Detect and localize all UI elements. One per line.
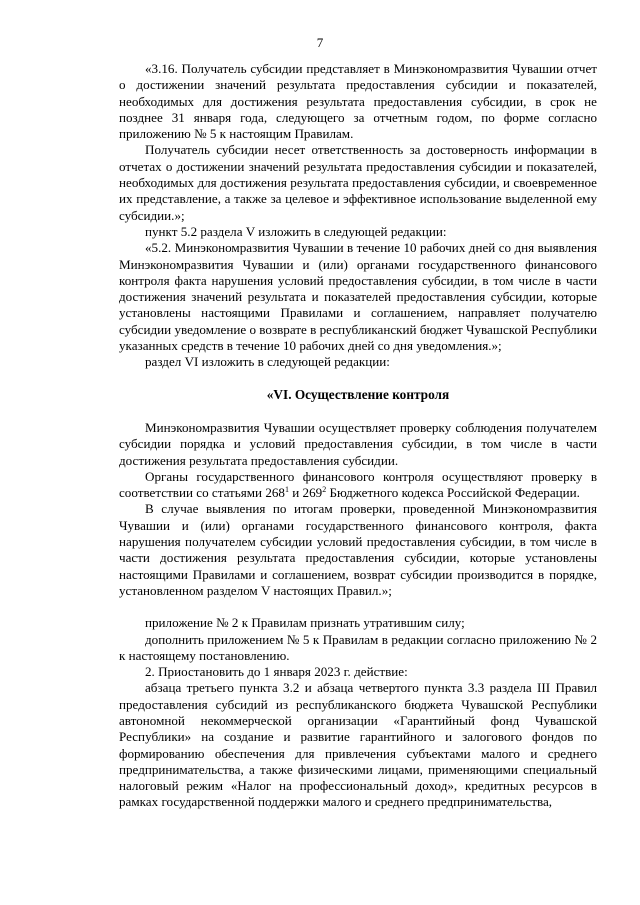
paragraph-violation-return: В случае выявления по итогам проверки, проведенной Минэкономразвития Чувашии и (или) органами государственного финансового контроля, факта нарушения получателем субсидии условий предоставления субсидии, в том числе в части достижения результата предоставления субсидии, которые установлены настоящими Правилами и соглашением, возврат субсидии производится в порядке, установленном разделом V настоящих Правил.»; <box>119 501 597 598</box>
paragraph-3-16: «3.16. Получатель субсидии представляет в Минэкономразвития Чувашии отчет о достижении значений результата предоставления субсидии и показателей, необходимых для достижения результата предоставления субсидии, в срок не позднее 31 января года, следующего за отчетным годом, по форме согласно приложению № 5 к настоящим Правилам. <box>119 61 597 142</box>
paragraph-amend-section-6: раздел VI изложить в следующей редакции: <box>145 354 390 370</box>
paragraph-financial-control-part-a: Органы государственного финансового контроля осуществляют проверку в соответствии со статьями 268 <box>119 468 597 501</box>
document-body <box>119 61 597 811</box>
paragraph-appendix-5-add: дополнить приложением № 5 к Правилам в редакции согласно приложению № 2 к настоящему постановлению. <box>119 631 597 663</box>
paragraph-suspend-details: абзаца третьего пункта 3.2 и абзаца четвертого пункта 3.3 раздела III Правил предоставления субсидий из республиканского бюджета Чувашской Республики автономной некоммерческой организации «Гарантийный фонд Чувашской Республики» на создание и развитие гарантийного и залогового фондов по формированию обеспечения для привлечения субъектами малого и среднего предпринимательства, а также физическими лицами, применяющими специальный налоговый режим «Налог на профессиональный доход», кредитных ресурсов в рамках государственной поддержки малого и среднего предпринимательства, <box>119 680 597 810</box>
page-number: 7 <box>316 35 324 50</box>
paragraph-amend-5-2: пункт 5.2 раздела V изложить в следующей редакции: <box>145 223 447 239</box>
paragraph-appendix-2-void: приложение № 2 к Правилам признать утратившим силу; <box>145 615 465 631</box>
paragraph-financial-control-part-b: и 269 <box>288 485 323 501</box>
paragraph-financial-control <box>119 469 597 502</box>
paragraph-suspend: 2. Приостановить до 1 января 2023 г. действие: <box>145 664 408 680</box>
paragraph-5-2: «5.2. Минэкономразвития Чувашии в течение 10 рабочих дней со дня выявления Минэкономразвития Чувашии и (или) органами государственного финансового контроля факта нарушения условий предоставления субсидии, в том числе в части достижения значений результата и показателей предоставления субсидии, которые установлены настоящими Правилами и соглашением, направляет получателю субсидии уведомление о возврате в республиканский бюджет Чувашской Республики указанных средств в течение 10 рабочих дней со дня уведомления.»; <box>119 240 597 354</box>
superscript-1: 1 <box>284 485 289 495</box>
paragraph-gap <box>119 599 597 615</box>
section-heading: «VI. Осуществление контроля <box>266 386 450 402</box>
paragraph-responsibility: Получатель субсидии несет ответственность за достоверность информации в отчетах о достижении значений результата предоставления субсидии и показателей, необходимых для достижения результата предоставления субсидии, и своевременное их представление, а также за целевое и эффективное использование выделенной ему субсидии.»; <box>119 142 597 223</box>
superscript-2: 2 <box>322 485 327 495</box>
paragraph-financial-control-part-c: Бюджетного кодекса Российской Федерации. <box>326 485 580 501</box>
paragraph-control-check: Минэкономразвития Чувашии осуществляет проверку соблюдения получателем субсидии порядка и условий предоставления субсидии, в том числе в части достижения результата предоставления субсидии. <box>119 419 597 468</box>
